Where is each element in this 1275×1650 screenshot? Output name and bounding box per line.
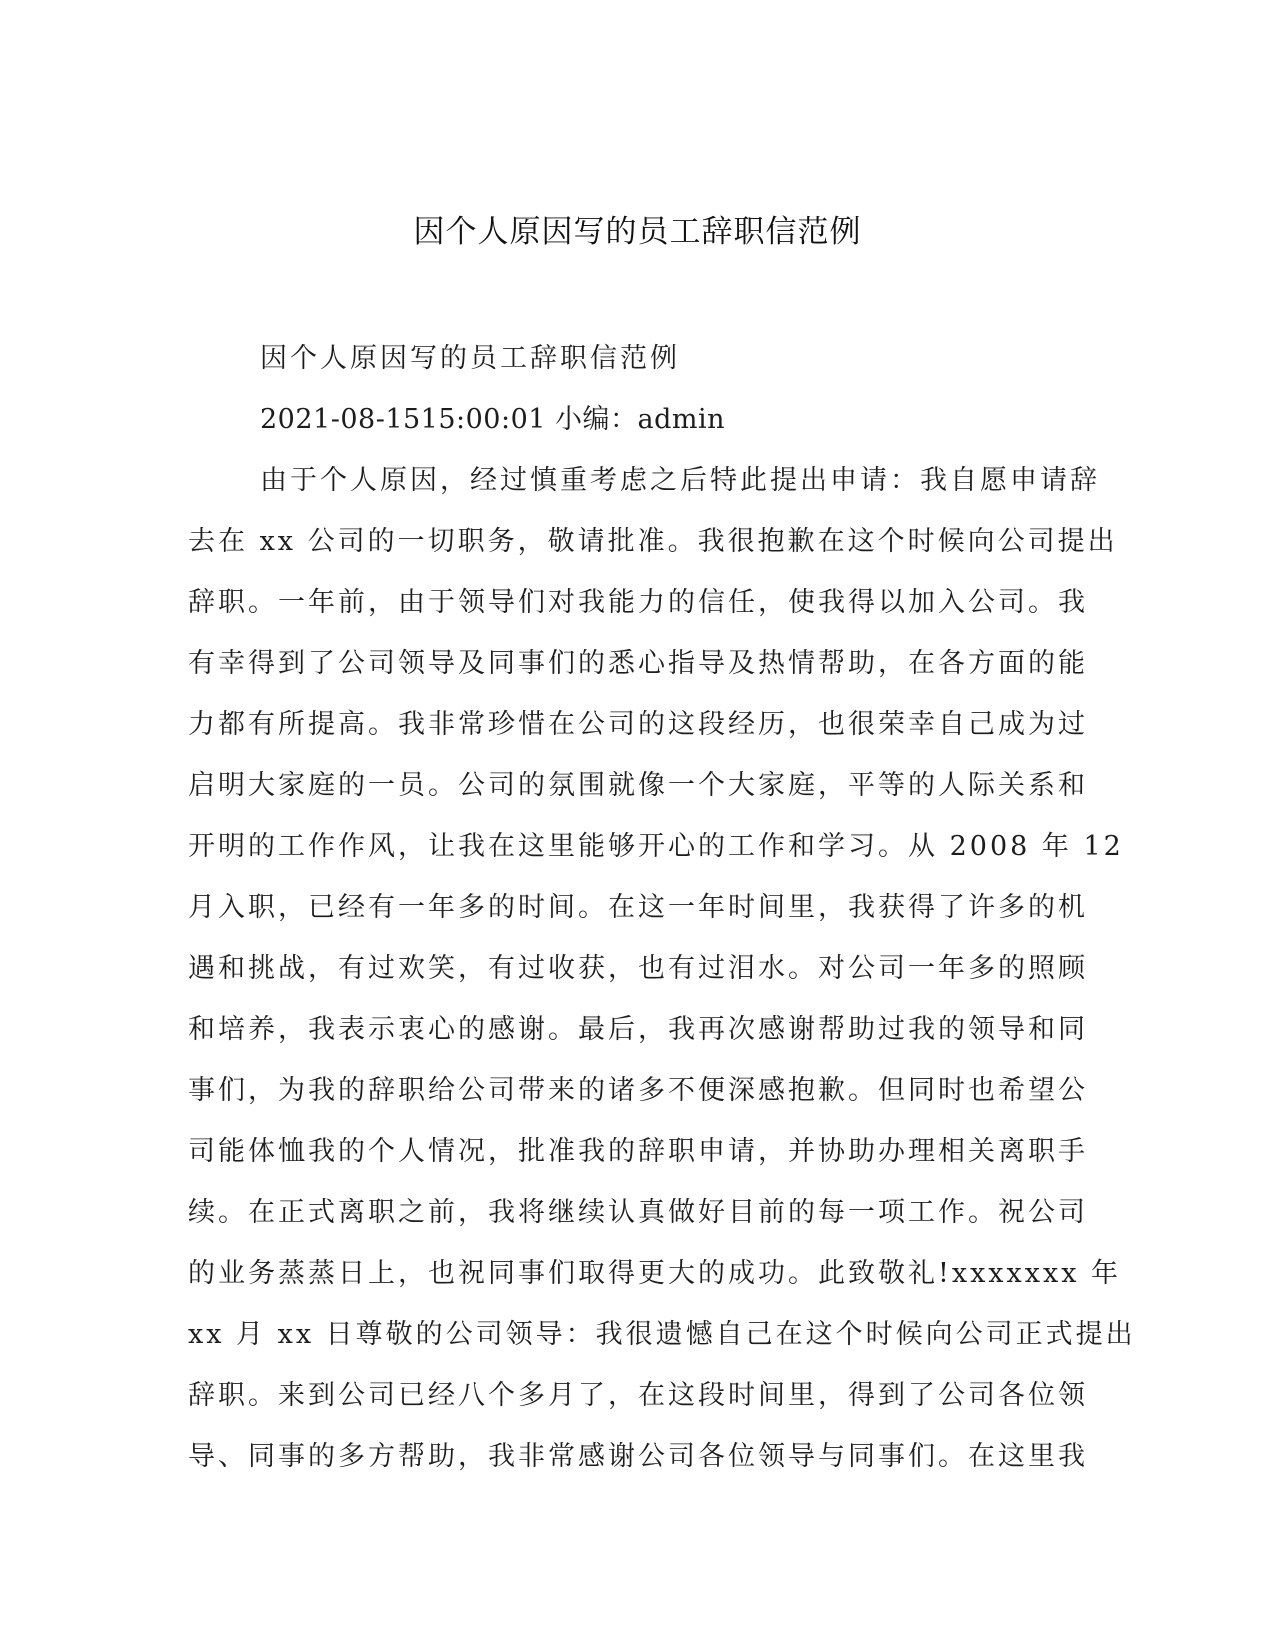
- paragraph-line: 月入职，已经有一年多的时间。在这一年时间里，我获得了许多的机: [188, 892, 1088, 923]
- paragraph-line: 开明的工作作风，让我在这里能够开心的工作和学习。从 2008 年 12: [188, 831, 1124, 862]
- document-subtitle: 因个人原因写的员工辞职信范例: [260, 343, 680, 374]
- paragraph-line: 遇和挑战，有过欢笑，有过收获，也有过泪水。对公司一年多的照顾: [188, 953, 1088, 984]
- paragraph-line: 事们，为我的辞职给公司带来的诸多不便深感抱歉。但同时也希望公: [188, 1075, 1088, 1106]
- paragraph-line: 辞职。来到公司已经八个多月了，在这段时间里，得到了公司各位领: [188, 1380, 1088, 1411]
- document-body: [188, 328, 1136, 1487]
- document-title: 因个人原因写的员工辞职信范例: [413, 214, 862, 250]
- paragraph-line: 续。在正式离职之前，我将继续认真做好目前的每一项工作。祝公司: [188, 1197, 1088, 1228]
- document-meta: 2021-08-1515:00:01 小编：admin: [260, 404, 726, 435]
- paragraph-line: 司能体恤我的个人情况，批准我的辞职申请，并协助办理相关离职手: [188, 1136, 1088, 1167]
- paragraph-line: 启明大家庭的一员。公司的氛围就像一个大家庭，平等的人际关系和: [188, 770, 1088, 801]
- paragraph-line: 和培养，我表示衷心的感谢。最后，我再次感谢帮助过我的领导和同: [188, 1014, 1088, 1045]
- paragraph-line: 去在 xx 公司的一切职务，敬请批准。我很抱歉在这个时候向公司提出: [188, 526, 1118, 557]
- paragraph-line: 力都有所提高。我非常珍惜在公司的这段经历，也很荣幸自己成为过: [188, 709, 1088, 740]
- paragraph-line: 有幸得到了公司领导及同事们的悉心指导及热情帮助，在各方面的能: [188, 648, 1088, 679]
- paragraph-line: 由于个人原因，经过慎重考虑之后特此提出申请：我自愿申请辞: [260, 465, 1100, 496]
- paragraph-line: 辞职。一年前，由于领导们对我能力的信任，使我得以加入公司。我: [188, 587, 1088, 618]
- paragraph-line: xx 月 xx 日尊敬的公司领导：我很遗憾自己在这个时候向公司正式提出: [188, 1319, 1136, 1350]
- paragraph-line: 的业务蒸蒸日上，也祝同事们取得更大的成功。此致敬礼!xxxxxxx 年: [188, 1258, 1122, 1289]
- paragraph-line: 导、同事的多方帮助，我非常感谢公司各位领导与同事们。在这里我: [188, 1441, 1088, 1472]
